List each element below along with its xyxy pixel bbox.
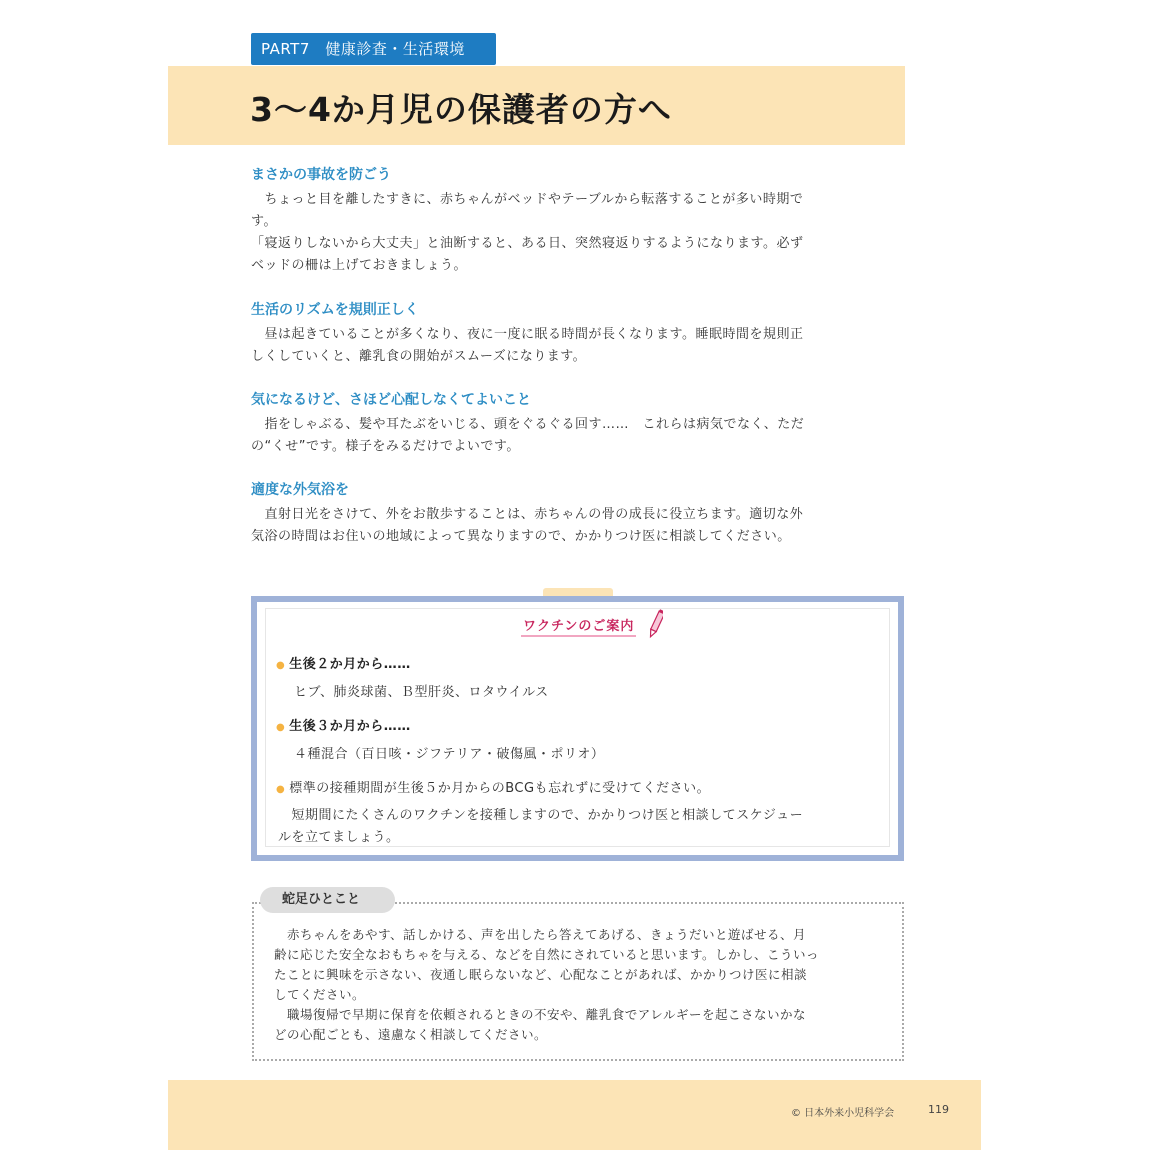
section-heading: 適度な外気浴を: [251, 482, 349, 498]
section-body: [251, 189, 896, 277]
section-habits: [251, 390, 896, 458]
vaccine-info-box: [251, 596, 904, 861]
body-line: ベッドの柵は上げておきましょう。: [251, 258, 468, 273]
vaccine-title-wrap: [521, 615, 636, 634]
vaccine-item-heading: 生後３か月から……: [289, 719, 411, 734]
memo-tag: 蛇足ひとこと: [260, 887, 395, 913]
body-line: 指をしゃぶる、髪や耳たぶをいじる、頭をぐるぐる回す…… これらは病気でなく、ただ: [251, 417, 805, 432]
bullet-dot-icon: ●: [276, 784, 286, 795]
copyright-text: © 日本外来小児科学会: [791, 1108, 895, 1119]
section-heading: 気になるけど、さほど心配しなくてよいこと: [251, 392, 531, 408]
memo-line: 職場復帰で早期に保育を依頼されるときの不安や、離乳食でアレルギーを起こさないかな: [274, 1007, 806, 1022]
section-accident-prevention: [251, 165, 896, 277]
body-line: 昼は起きていることが多くなり、夜に一度に眠る時間が長くなります。睡眠時間を規則正: [251, 327, 804, 342]
section-body: [251, 324, 896, 368]
body-line: ちょっと目を離したすきに、赤ちゃんがベッドやテーブルから転落することが多い時期で: [251, 192, 804, 207]
body-line: す。: [251, 214, 277, 229]
memo-text: [274, 925, 886, 1045]
body-line: 気浴の時間はお住いの地域によって異なりますので、かかりつけ医に相談してください。: [251, 529, 791, 544]
vaccine-inner-frame: [265, 608, 890, 847]
memo-line: してください。: [274, 987, 366, 1002]
section-fresh-air: [251, 480, 896, 548]
memo-line: たことに興味を示さない、夜通し眠らないなど、心配なことがあれば、かかりつけ医に相談: [274, 967, 808, 982]
memo-line: どの心配ごとも、遠慮なく相談してください。: [274, 1027, 548, 1042]
note-line: 短期間にたくさんのワクチンを接種しますので、かかりつけ医と相談してスケジュー: [278, 808, 804, 823]
bullet-dot-icon: ●: [276, 660, 286, 671]
body-line: 「寝返りしないから大丈夫」と油断すると、ある日、突然寝返りするようになります。必ず: [251, 236, 804, 251]
vaccine-item-text: 標準の接種期間が生後５か月からのBCGも忘れずに受けてください。: [289, 781, 711, 796]
vaccine-item-bcg: [276, 777, 710, 796]
memo-line: 齢に応じた安全なおもちゃを与える、などを自然にされていると思います。しかし、こういっ: [274, 947, 820, 962]
body-line: の“くせ”です。様子をみるだけでよいです。: [251, 439, 520, 454]
vaccine-item-heading: 生後２か月から……: [289, 657, 411, 672]
section-body: [251, 414, 896, 458]
vaccine-title: ワクチンのご案内: [521, 619, 636, 637]
part-tag: PART7 健康診査・生活環境: [251, 33, 496, 65]
vaccine-item-body: ４種混合（百日咳・ジフテリア・破傷風・ポリオ）: [294, 747, 605, 762]
memo-line: 赤ちゃんをあやす、話しかける、声を出したら答えてあげる、きょうだいと遊ばせる、月: [274, 927, 807, 942]
vaccine-note: [278, 805, 896, 849]
note-line: ルを立てましょう。: [278, 830, 400, 845]
page-number: 119: [928, 1103, 949, 1116]
section-body: [251, 504, 896, 548]
bullet-dot-icon: ●: [276, 722, 286, 733]
section-life-rhythm: [251, 300, 896, 368]
pencil-icon: [649, 609, 663, 641]
page-title: 3〜4か月児の保護者の方へ: [250, 90, 672, 129]
body-line: しくしていくと、離乳食の開始がスムーズになります。: [251, 349, 587, 364]
vaccine-item-body: ヒブ、肺炎球菌、Ｂ型肝炎、ロタウイルス: [294, 685, 549, 700]
box-tab-decoration: [543, 588, 613, 596]
vaccine-item-2months: [276, 653, 411, 672]
vaccine-item-3months: [276, 715, 411, 734]
section-heading: まさかの事故を防ごう: [251, 167, 391, 183]
body-line: 直射日光をさけて、外をお散歩することは、赤ちゃんの骨の成長に役立ちます。適切な外: [251, 507, 804, 522]
section-heading: 生活のリズムを規則正しく: [251, 302, 419, 318]
